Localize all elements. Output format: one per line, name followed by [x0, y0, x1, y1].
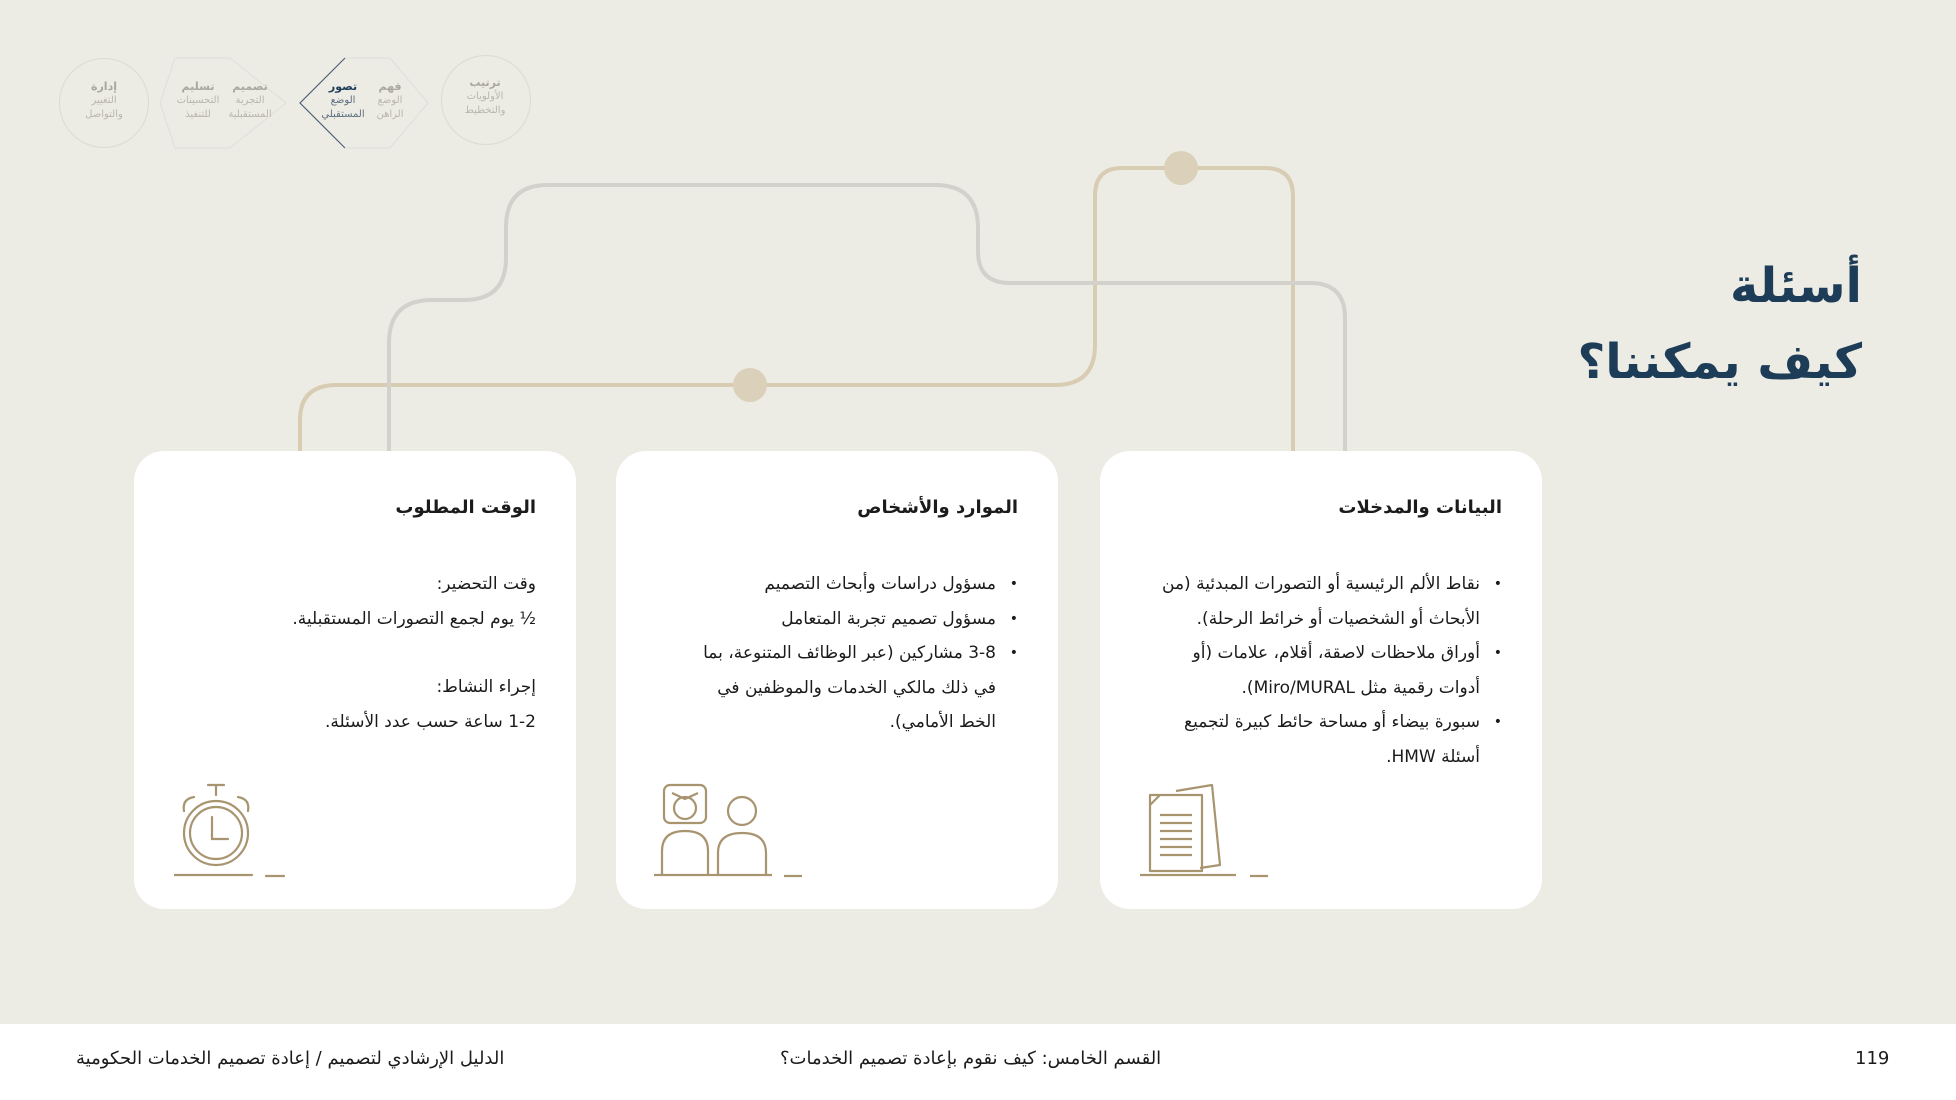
title-line-2: كيف يمكننا؟	[1577, 334, 1862, 390]
list-item: • نقاط الألم الرئيسية أو التصورات المبدئية (من الأبحاث أو الشخصيات أو خرائط الرحلة).	[1162, 567, 1480, 636]
page-number: 119	[1855, 1048, 1890, 1069]
nav-step-prioritize[interactable]: ترتيب الأولويات والتخطيط	[464, 76, 506, 116]
page-title	[1577, 248, 1862, 400]
card-data-inputs	[1100, 451, 1542, 909]
connector-node-top	[1164, 151, 1198, 185]
footer-guide-title: الدليل الإرشادي لتصميم / إعادة تصميم الخدمات الحكومية	[76, 1048, 505, 1069]
card-body	[292, 567, 536, 739]
list-item: • أوراق ملاحظات لاصقة، أقلام، علامات (أو أدوات رقمية مثل Miro/MURAL).	[1162, 636, 1480, 705]
nav-step-understand[interactable]: فهم الوضع الراهن	[376, 80, 404, 120]
prep-label: وقت التحضير:	[436, 574, 536, 594]
card-title: البيانات والمدخلات	[1338, 497, 1502, 518]
list-item: • سبورة بيضاء أو مساحة حائط كبيرة لتجميع أسئلة HMW.	[1162, 705, 1480, 774]
footer-section-title: القسم الخامس: كيف نقوم بإعادة تصميم الخدمات؟	[780, 1048, 1162, 1069]
run-label: إجراء النشاط:	[436, 677, 536, 697]
list-item: • مسؤول تصميم تجربة المتعامل	[703, 602, 996, 637]
run-value: 1-2 ساعة حسب عدد الأسئلة.	[324, 711, 536, 732]
people-icon	[654, 781, 814, 881]
nav-step-envision[interactable]: تصور الوضع المستقبلي	[321, 80, 365, 120]
card-time-required	[134, 451, 576, 909]
card-title: الوقت المطلوب	[395, 497, 536, 518]
nav-step-change[interactable]: إدارة التغيير والتواصل	[85, 80, 123, 120]
card-body	[1162, 567, 1502, 774]
footer	[0, 1024, 1956, 1100]
card-body	[703, 567, 1018, 740]
nav-step-design[interactable]: تصميم التجربة المستقبلية	[228, 80, 272, 120]
documents-icon	[1140, 781, 1280, 881]
list-item: • 3-8 مشاركين (عبر الوظائف المتنوعة، بما في ذلك مالكي الخدمات والموظفين في الخط الأمامي).	[703, 636, 996, 740]
card-title: الموارد والأشخاص	[857, 497, 1018, 518]
card-resources-people	[616, 451, 1058, 909]
stopwatch-icon	[174, 781, 294, 881]
title-line-1: أسئلة	[1730, 258, 1862, 314]
nav-step-deliver[interactable]: تسليم التحسينات للتنفيذ	[176, 80, 220, 120]
list-item: • مسؤول دراسات وأبحاث التصميم	[703, 567, 996, 602]
prep-value: ½ يوم لجمع التصورات المستقبلية.	[292, 608, 536, 629]
connector-node-middle	[733, 368, 767, 402]
